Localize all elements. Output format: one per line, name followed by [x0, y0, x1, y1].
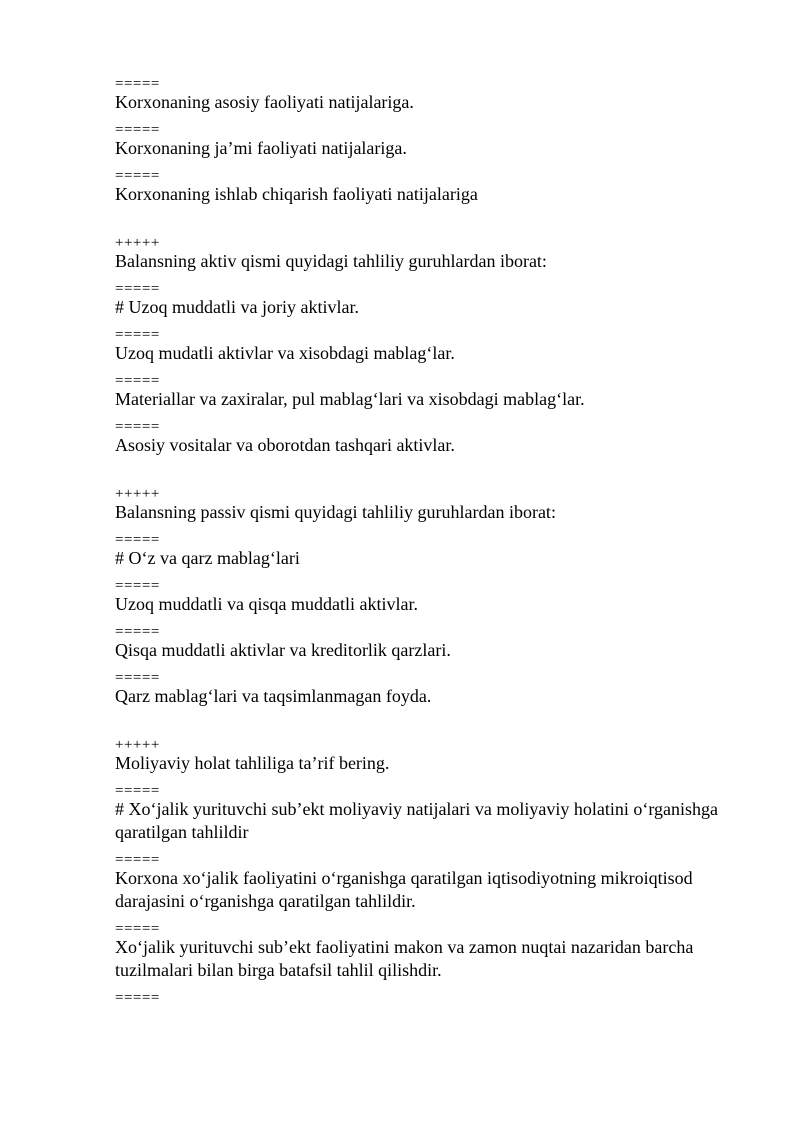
- option-text: Korxona xo‘jalik faoliyatini o‘rganishga qaratilgan iqtisodiyotning mikroiqtisod darajasini o‘rganishga qaratilgan tahlildir.: [115, 868, 693, 911]
- option-text: Balansning aktiv qismi quyidagi tahliliy guruhlardan iborat:: [115, 251, 547, 271]
- option-text: Qarz mablag‘lari va taqsimlanmagan foyda.: [115, 686, 432, 706]
- question-separator: +++++: [115, 486, 160, 502]
- option-text: Asosiy vositalar va oborotdan tashqari aktivlar.: [115, 435, 455, 455]
- answer-separator: =====: [115, 670, 160, 686]
- answer-separator: =====: [115, 122, 160, 138]
- option-text: Korxonaning asosiy faoliyati natijalariga.: [115, 92, 414, 112]
- answer-separator: =====: [115, 281, 160, 297]
- section-gap: [115, 717, 735, 738]
- answer-separator: =====: [115, 852, 160, 868]
- question-separator: +++++: [115, 737, 160, 753]
- option-text: Qisqa muddatli aktivlar va kreditorlik qarzlari.: [115, 640, 451, 660]
- answer-separator: =====: [115, 578, 160, 594]
- correct-answer-text: # Uzoq muddatli va joriy aktivlar.: [115, 297, 359, 317]
- answer-separator: =====: [115, 373, 160, 389]
- answer-separator: =====: [115, 783, 160, 799]
- option-text: Balansning passiv qismi quyidagi tahliliy guruhlardan iborat:: [115, 502, 556, 522]
- option-text: Moliyaviy holat tahliliga ta’rif bering.: [115, 753, 390, 773]
- option-text: Xo‘jalik yurituvchi sub’ekt faoliyatini makon va zamon nuqtai nazaridan barcha tuzilmalari bilan birga batafsil tahlil qilishdir.: [115, 937, 694, 980]
- section-gap: [115, 215, 735, 236]
- answer-separator: =====: [115, 168, 160, 184]
- section-gap: [115, 466, 735, 487]
- correct-answer-text: # O‘z va qarz mablag‘lari: [115, 548, 300, 568]
- option-text: Materiallar va zaxiralar, pul mablag‘lari va xisobdagi mablag‘lar.: [115, 389, 585, 409]
- answer-separator: =====: [115, 624, 160, 640]
- option-text: Korxonaning ishlab chiqarish faoliyati natijalariga: [115, 184, 478, 204]
- answer-separator: =====: [115, 76, 160, 92]
- question-separator: +++++: [115, 235, 160, 251]
- answer-separator: =====: [115, 532, 160, 548]
- answer-separator: =====: [115, 327, 160, 343]
- answer-separator: =====: [115, 990, 160, 1006]
- option-text: Uzoq mudatli aktivlar va xisobdagi mablag‘lar.: [115, 343, 455, 363]
- correct-answer-text: # Xo‘jalik yurituvchi sub’ekt moliyaviy natijalari va moliyaviy holatini o‘rganishga qaratilgan tahlildir: [115, 799, 719, 842]
- option-text: Uzoq muddatli va qisqa muddatli aktivlar.: [115, 594, 418, 614]
- document-page: [115, 77, 735, 1005]
- answer-separator: =====: [115, 419, 160, 435]
- option-text: Korxonaning ja’mi faoliyati natijalariga.: [115, 138, 407, 158]
- answer-separator: =====: [115, 921, 160, 937]
